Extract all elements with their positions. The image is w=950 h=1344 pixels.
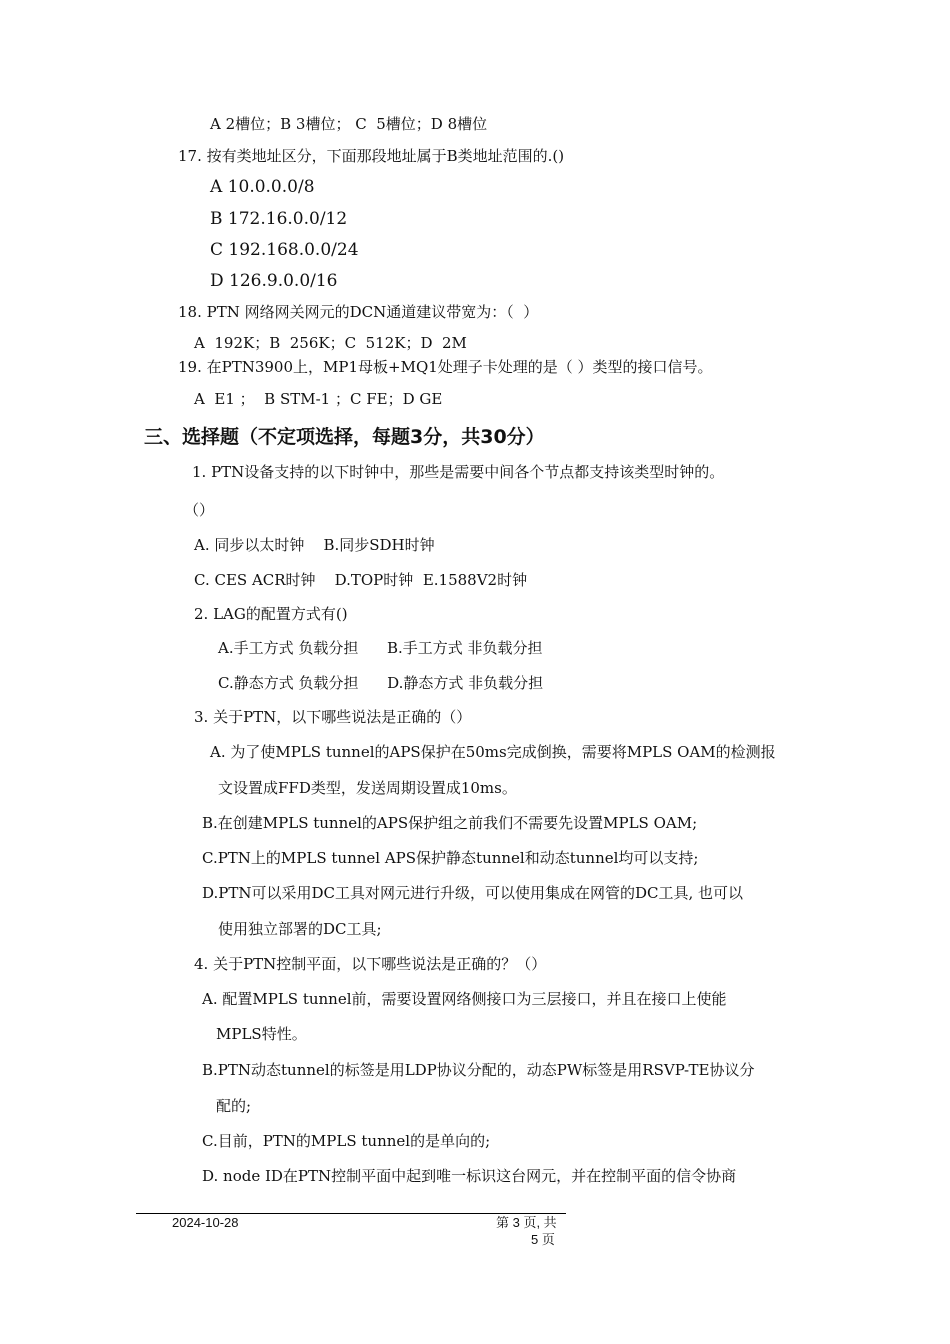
question-17-option-b: B 172.16.0.0/12 xyxy=(210,209,348,229)
mc-q4-option-c: C.目前，PTN的MPLS tunnel的是单向的; xyxy=(202,1132,491,1150)
mc-q4-stem: 4. 关于PTN控制平面，以下哪些说法是正确的？（） xyxy=(194,955,547,973)
mc-q3-option-d: D.PTN可以采用DC工具对网元进行升级，可以使用集成在网管的DC工具, 也可以 xyxy=(202,884,744,902)
question-17-stem: 17. 按有类地址区分，下面那段地址属于B类地址范围的.() xyxy=(178,147,565,165)
mc-q3-stem: 3. 关于PTN，以下哪些说法是正确的（） xyxy=(194,708,472,726)
question-17-option-c: C 192.168.0.0/24 xyxy=(210,240,359,260)
mc-q3-option-a-cont: 文设置成FFD类型，发送周期设置成10ms。 xyxy=(218,779,517,797)
section-heading: 三、选择题（不定项选择，每题3分，共30分） xyxy=(144,426,545,448)
mc-q3-option-d-cont: 使用独立部署的DC工具; xyxy=(218,920,382,938)
question-18-stem: 18. PTN 网络网关网元的DCN通道建议带宽为：（ ） xyxy=(178,303,539,321)
mc-q1-options-ab: A. 同步以太时钟 B.同步SDH时钟 xyxy=(194,536,435,554)
question-19-stem: 19. 在PTN3900上，MP1母板+MQ1处理子卡处理的是（ ）类型的接口信号。 xyxy=(178,358,713,376)
mc-q3-option-b: B.在创建MPLS tunnel的APS保护组之前我们不需要先设置MPLS OAM; xyxy=(202,814,698,832)
mc-q4-option-a: A. 配置MPLS tunnel前，需要设置网络侧接口为三层接口，并且在接口上使能 xyxy=(202,990,727,1008)
mc-q2-options-ab: A.手工方式 负载分担 B.手工方式 非负载分担 xyxy=(218,639,543,657)
question-17-option-a: A 10.0.0.0/8 xyxy=(210,177,315,197)
footer-page-line1: 第 3 页, 共 xyxy=(496,1215,557,1230)
footer-rule xyxy=(136,1213,566,1214)
footer-page-line2: 5 页 xyxy=(531,1232,555,1247)
mc-q4-option-a-cont: MPLS特性。 xyxy=(216,1025,307,1043)
question-17-option-d: D 126.9.0.0/16 xyxy=(210,271,338,291)
mc-q3-option-c: C.PTN上的MPLS tunnel APS保护静态tunnel和动态tunnel均可以支持; xyxy=(202,849,699,867)
mc-q1-options-cde: C. CES ACR时钟 D.TOP时钟 E.1588V2时钟 xyxy=(194,571,528,589)
mc-q2-stem: 2. LAG的配置方式有() xyxy=(194,605,348,623)
question-18-options: A 192K；B 256K；C 512K；D 2M xyxy=(194,334,467,352)
footer-date: 2024-10-28 xyxy=(172,1215,239,1230)
question-16-options: A 2槽位；B 3槽位； C 5槽位；D 8槽位 xyxy=(210,115,488,133)
mc-q4-option-b: B.PTN动态tunnel的标签是用LDP协议分配的，动态PW标签是用RSVP-TE协议分 xyxy=(202,1061,755,1079)
mc-q3-option-a: A. 为了使MPLS tunnel的APS保护在50ms完成倒换，需要将MPLS OAM的检测报 xyxy=(210,743,776,761)
mc-q2-options-cd: C.静态方式 负载分担 D.静态方式 非负载分担 xyxy=(218,674,544,692)
mc-q4-option-d: D. node ID在PTN控制平面中起到唯一标识这台网元，并在控制平面的信令协商 xyxy=(202,1167,737,1185)
mc-q1-stem: 1. PTN设备支持的以下时钟中，那些是需要中间各个节点都支持该类型时钟的。 xyxy=(192,463,725,481)
mc-q1-paren: （） xyxy=(184,501,215,519)
question-19-options: A E1 ； B STM-1 ；C FE；D GE xyxy=(194,390,443,408)
mc-q4-option-b-cont: 配的; xyxy=(216,1097,252,1115)
